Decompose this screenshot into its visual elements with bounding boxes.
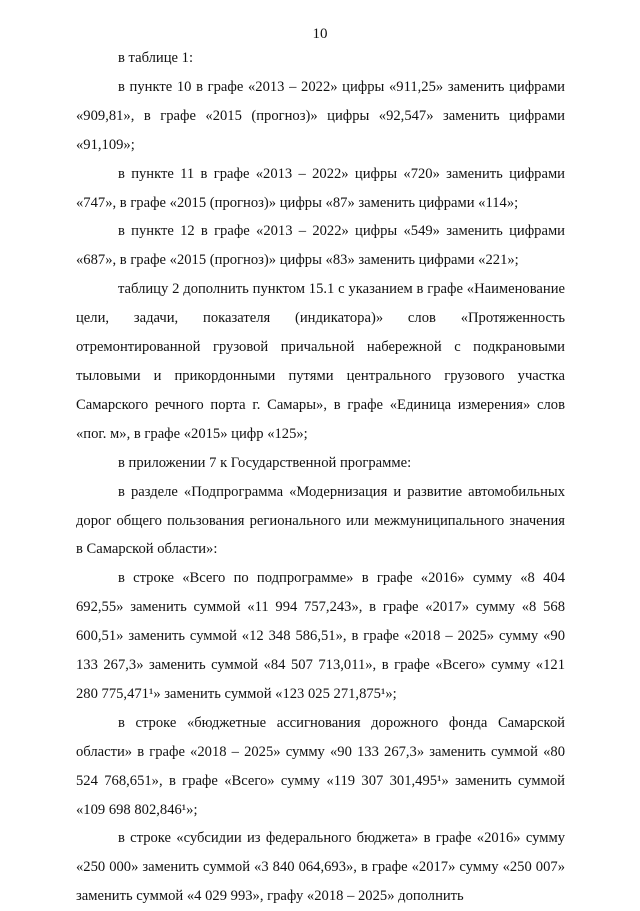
paragraph-row-federal-subsidy: в строке «субсидии из федерального бюджета» в графе «2016» сумму «250 000» заменить суммой «3 840 064,693», в графе «2017» сумму «250 007» заменить суммой «4 029 993», графу «2018 – 2025» дополнить (76, 830, 565, 905)
paragraph-item12: в пункте 12 в графе «2013 – 2022» цифры «549» заменить цифрами «687», в графе «2015 (прогноз)» цифры «83» заменить цифрами «221»; (76, 223, 565, 269)
page-number: 10 (312, 26, 328, 42)
paragraph-row-road-fund: в строке «бюджетные ассигнования дорожного фонда Самарской области» в графе «2018 – 2025» сумму «90 133 267,3» заменить суммой «80 524 768,651», в графе «Всего» сумму «119 307 301,495¹» заменить суммой «109 698 802,846¹»; (76, 714, 565, 818)
paragraph-table2: таблицу 2 дополнить пунктом 15.1 с указанием в графе «Наименование цели, задачи, показателя (индикатора)» слов «Протяженность отремонтированной грузовой причальной набережной с подкрановыми тыловыми и прикордонными путями центрального грузового участка Самарского речного порта г. Самары», в графе «Единица измерения» слов «пог. м», в графе «2015» цифр «125»; (76, 281, 565, 442)
paragraph-appendix7: в приложении 7 к Государственной программе: (118, 454, 412, 471)
document-body (76, 44, 565, 911)
paragraph-item10: в пункте 10 в графе «2013 – 2022» цифры «911,25» заменить цифрами «909,81», в графе «2015 (прогноз)» цифры «92,547» заменить цифрами «91,109»; (76, 78, 565, 153)
paragraph-item11: в пункте 11 в графе «2013 – 2022» цифры «720» заменить цифрами «747», в графе «2015 (прогноз)» цифры «87» заменить цифрами «114»; (76, 165, 565, 211)
paragraph-section: в разделе «Подпрограмма «Модернизация и развитие автомобильных дорог общего пользования регионального или межмуниципального значения в Самарской области»: (76, 483, 565, 558)
paragraph-row-total: в строке «Всего по подпрограмме» в графе «2016» сумму «8 404 692,55» заменить суммой «11 994 757,243», в графе «2017» сумму «8 568 600,51» заменить суммой «12 348 586,51», в графе «2018 – 2025» сумму «90 133 267,3» заменить суммой «84 507 713,011», в графе «Всего» сумму «121 280 775,471¹» заменить суммой «123 025 271,875¹»; (76, 570, 565, 702)
paragraph-table1-heading: в таблице 1: (118, 50, 194, 66)
